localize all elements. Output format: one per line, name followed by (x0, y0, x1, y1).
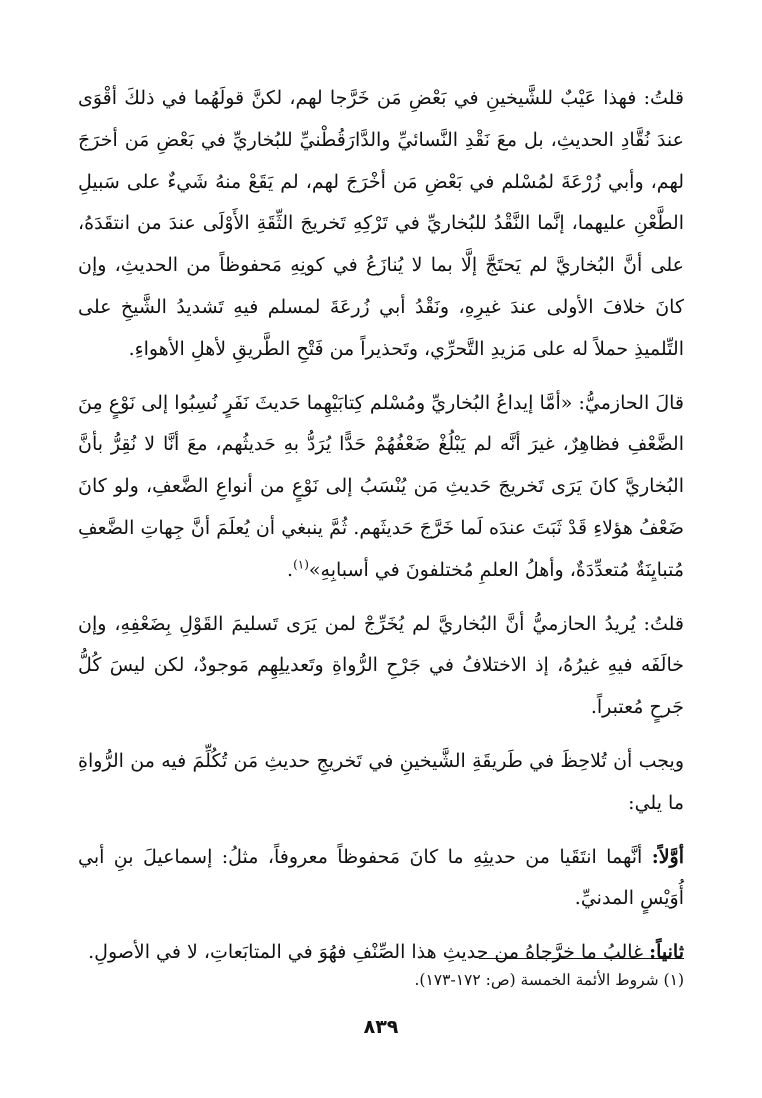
list-item-2-lead: ثانياً: (649, 941, 684, 964)
paragraph-1: قلتُ: فهذا عَيْبٌ للشَّيخينِ في بَعْضِ مَن خَرَّجا لهم، لكنَّ قولَهُما في ذلكَ أقْوَى عندَ نُقَّادِ الحديثِ، بل معَ نَقْدِ النَّسائيِّ والدَّارَقُطْنيِّ للبُخاريِّ في بَعْضِ مَن أخرَجَ لهم، وأبي زُرْعَةَ لمُسْلم في بَعْضِ مَن أخْرَجَ لهم، لم يَقَعْ منهُ شَيءٌ على سَبيلِ الطَّعْنِ عليهما، إنَّما النَّقْدُ للبُخاريِّ في تَرْكِهِ تَخريجَ الثِّقَةِ الأَوْلَى عندَ من انتقَدَهُ، على أنَّ البُخاريَّ لم يَحتَجَّ إلَّا بما لا يُنازَعُ في كونِهِ مَحفوظاً من الحديثِ، وإن كانَ خلافَ الأولى عندَ غيرِهِ، ونَقْدُ أبي زُرعَةَ لمسلم فيهِ تَشديدُ الشَّيخِ على التِّلميذِ حملاً له على مَزيدِ التَّحرِّي، وتَحذيراً من فَتْحِ الطَّريقِ لأهلِ الأهواءِ. (78, 87, 684, 360)
paragraph-2-end: . (287, 558, 294, 581)
list-item-1 (78, 837, 684, 921)
paragraph-4: ويجب أن تُلاحِظَ في طَريقَةِ الشَّيخينِ في تَخريجِ حديثِ مَن تُكُلِّمَ فيه من الرُّواةِ ما يلي: (78, 749, 684, 814)
footnote-divider (479, 958, 684, 959)
list-item-1-text: أنَّهما انتَقَيا من حديثِهِ ما كانَ مَحفوظاً معروفاً، مثلُ: إسماعيلَ بنِ أبي أُوَيْسٍ المدنيِّ. (78, 845, 684, 910)
list-item-1-lead: أوَّلاً: (651, 845, 684, 868)
paragraph-2-text: قالَ الحازميُّ: «أمَّا إيداعُ البُخاريِّ ومُسْلم كِتابَيْهِما حَديثَ نَفَرٍ نُسِبُوا إلى نَوْعٍ مِنَ الضَّعْفِ فظاهِرٌ، غيرَ أنَّه لم يَبْلُغْ ضَعْفُهُمْ حَدًّا يُرَدُّ بهِ حَديثُهم، معَ أنَّا لا نُقِرُّ بأنَّ البُخاريَّ كانَ يَرَى تَخريجَ حَديثِ مَن يُنْسَبُ إلى نَوْعٍ من أنواعِ الضَّعفِ، ولو كانَ ضَعْفُ هؤلاءِ قَدْ ثَبَتَ عندَه لَما خَرَّجَ حَديثَهم. ثُمَّ ينبغي أن يُعلَمَ أنَّ جِهاتِ الضَّعفِ مُتبايِنَةٌ مُتعدِّدَةٌ، وأهلُ العلمِ مُختلفونَ في أسبابِهِ» (78, 391, 684, 581)
paragraph-2 (78, 383, 684, 592)
footnote: (١) شروط الأئمة الخمسة (ص: ١٧٢-١٧٣). (414, 971, 684, 989)
paragraph-3: قلتُ: يُريدُ الحازميُّ أنَّ البُخاريَّ لم يُخَرِّجْ لمن يَرَى تَسليمَ القَوْلِ بِضَعْفِهِ، وإن خالَفَه فيهِ غيرُهُ، إذ الاختلافُ في جَرْحِ الرُّواةِ وتَعديلِهِم مَوجودٌ، لكن ليسَ كُلُّ جَرحٍ مُعتبراً. (78, 612, 684, 719)
footnote-reference: (١) (293, 557, 309, 572)
body-text (78, 78, 684, 986)
page-number: ٨٣٩ (363, 1016, 399, 1038)
list-item-2-text: غالبُ ما خرَّجاهُ من حديثِ هذا الصِّنْفِ فهُوَ في المتابَعاتِ، لا في الأصولِ. (88, 941, 644, 964)
